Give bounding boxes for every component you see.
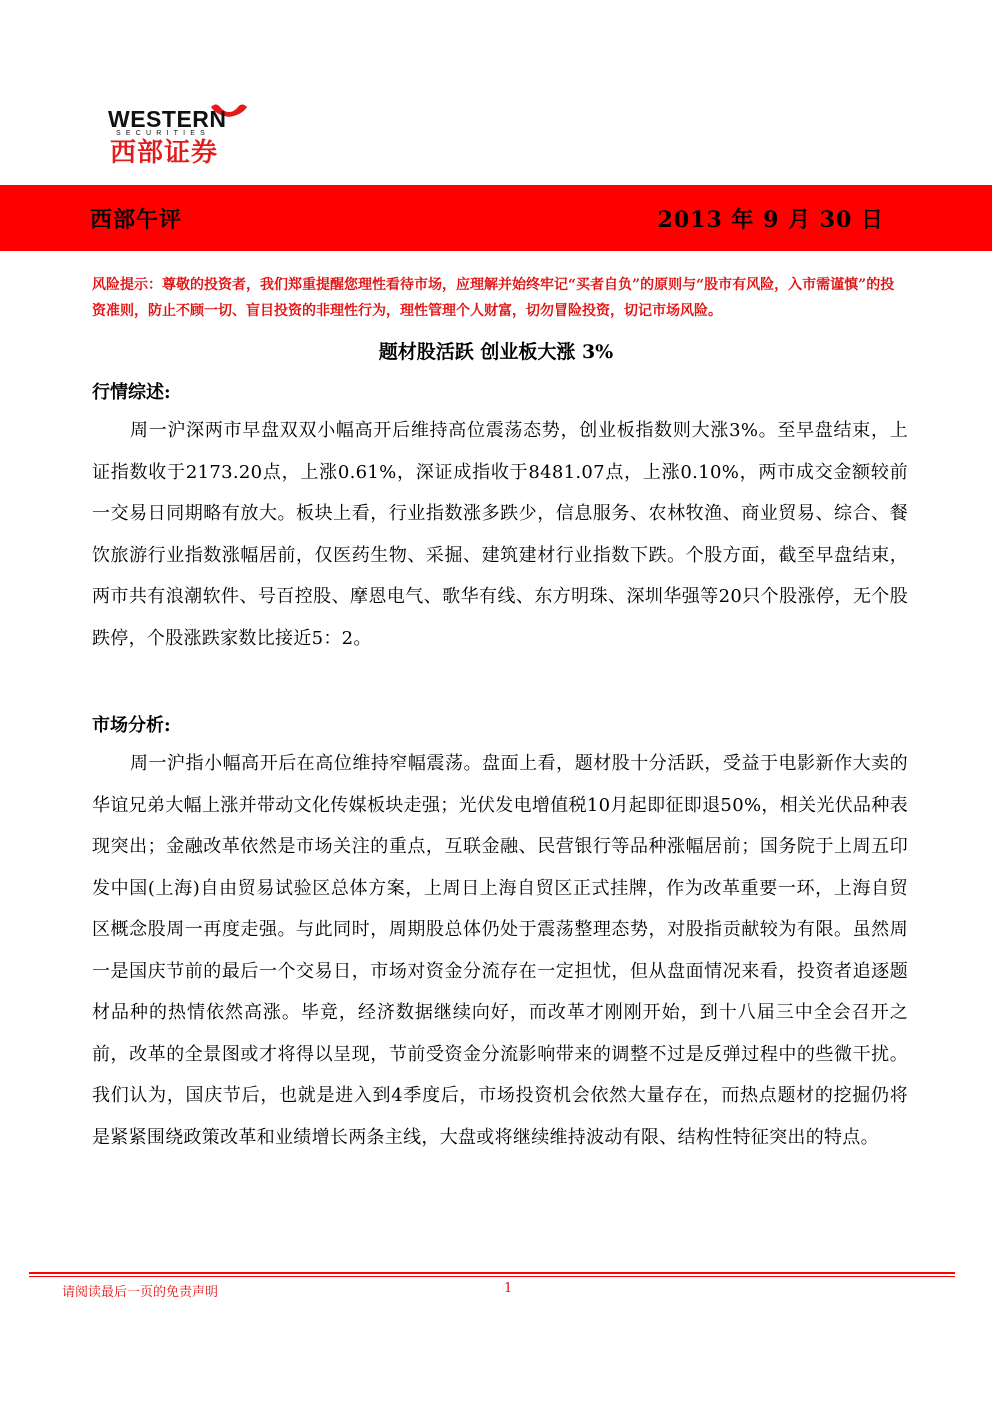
- report-type-label: 西部午评: [90, 207, 183, 233]
- logo-wordmark-en: WESTERN: [108, 106, 227, 132]
- section-heading-market-analysis: 市场分析:: [92, 715, 171, 736]
- article-title: 题材股活跃 创业板大涨 3%: [378, 341, 614, 363]
- section-body-market-summary: 周一沪深两市早盘双双小幅高开后维持高位震荡态势，创业板指数则大涨3%。至早盘结束，上证指数收于2173.20点，上涨0.61%，深证成指收于8481.07点，上涨0.10%，两市成交金额较前一交易日同期略有放大。板块上看，行业指数涨多跌少，信息服务、农林牧渔、商业贸易、综合、餐饮旅游行业指数涨幅居前，仅医药生物、采掘、建筑建材行业指数下跌。个股方面，截至早盘结束，两市共有浪潮软件、号百控股、摩恩电气、歌华有线、东方明珠、深圳华强等20只个股涨停，无个股跌停，个股涨跌家数比接近5：2。: [92, 420, 908, 649]
- page-number: 1: [504, 1281, 513, 1296]
- logo-wordmark-sub: SECURITIES: [116, 130, 211, 137]
- footer-divider: [29, 1272, 955, 1277]
- logo-wordmark-cn: 西部证券: [110, 138, 219, 165]
- section-body-market-analysis: 周一沪指小幅高开后在高位维持窄幅震荡。盘面上看，题材股十分活跃，受益于电影新作大卖的华谊兄弟大幅上涨并带动文化传媒板块走强；光伏发电增值税10月起即征即退50%，相关光伏品种表现突出；金融改革依然是市场关注的重点，互联金融、民营银行等品种涨幅居前；国务院于上周五印发中国(上海)自由贸易试验区总体方案，上周日上海自贸区正式挂牌，作为改革重要一环，上海自贸区概念股周一再度走强。与此同时，周期股总体仍处于震荡整理态势，对股指贡献较为有限。虽然周一是国庆节前的最后一个交易日，市场对资金分流存在一定担忧，但从盘面情况来看，投资者追逐题材品种的热情依然高涨。毕竟，经济数据继续向好，而改革才刚刚开始，到十八届三中全会召开之前，改革的全景图或才将得以呈现，节前受资金分流影响带来的调整不过是反弹过程中的些微干扰。我们认为，国庆节后，也就是进入到4季度后，市场投资机会依然大量存在，而热点题材的挖掘仍将是紧紧围绕政策改革和业绩增长两条主线，大盘或将继续维持波动有限、结构性特征突出的特点。: [92, 753, 908, 1148]
- report-date: 2013 年 9 月 30 日: [657, 207, 884, 233]
- section-heading-market-summary: 行情综述:: [92, 382, 171, 403]
- footer-disclaimer-note: 请阅读最后一页的免责声明: [62, 1285, 219, 1300]
- western-securities-logo: [108, 103, 280, 165]
- risk-notice: 风险提示：尊敬的投资者，我们郑重提醒您理性看待市场，应理解并始终牢记“买者自负”的原则与“股市有风险，入市需谨慎”的投资准则，防止不顾一切、盲目投资的非理性行为，理性管理个人财富，切勿冒险投资，切记市场风险。: [92, 277, 895, 319]
